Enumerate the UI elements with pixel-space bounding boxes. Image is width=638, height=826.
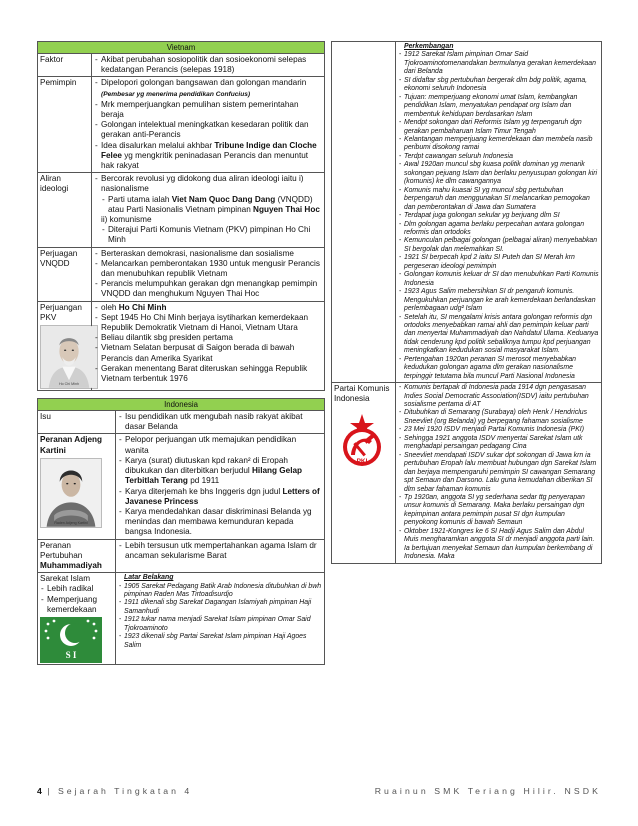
pkv-list — [92, 302, 324, 386]
list-item: - 1921 SI berpecah kpd 2 iaitu SI Puteh dan SI Merah krn pergeseran ideologi pemimpin — [398, 254, 599, 271]
list-item: - Dipelopori golongan bangsawan dan golongan mandarin (Pembesar yg menerima pendidikan Confucius) — [94, 78, 322, 99]
logo-text: PKI — [356, 457, 368, 465]
list-item: - Terdapat juga golongan sekular yg berjuang dlm SI — [398, 212, 599, 220]
list-item: - Karya (surat) diutuskan kpd rakan² di Eropah dibukukan dan diterbitkan berjudul Hilang Gelap Terbitlah Terang pd 1911 — [118, 456, 322, 487]
row-label-sarekat: Sarekat Islam — [40, 574, 91, 584]
list-item: - Oktober 1921-Kongres ke 6 SI Hadji Agus Salim dan Abdul Muis mengharamkan anggota SI dr menjadi anggota parti lain. Ia bertujuan menyekat Semaun dan kumpulan berkembang di Indonesia. Maka — [398, 528, 599, 562]
list-item: - Idea disalurkan melalui akhbar Tribune Indige dan Cloche Felee yg mengkritik peninadasan Perancis dan menuntut hak rakyat — [94, 141, 322, 172]
list-item: - Karya diterjemah ke bhs Inggeris dgn judul Letters of Javanese Princess — [118, 487, 322, 507]
list-subitem: - Diterajui Parti Komunis Vietnam (PKV) pimpinan Ho Chi Minh — [94, 225, 322, 245]
footer-subject: Sejarah Tingkatan 4 — [57, 786, 193, 796]
table-row — [38, 539, 325, 573]
table-row — [332, 383, 602, 564]
kartini-photo — [40, 458, 102, 528]
muhammadiyah-list — [116, 540, 324, 562]
left-column — [37, 41, 324, 665]
aliran-list — [92, 173, 324, 246]
list-item: - Tujuan: memperjuang ekonomi umat Islam, kembangkan pendidikan Islam, menyatukan pendapat org Islam dan membentuk kehidupan berdasarkan Islam — [398, 94, 599, 119]
sarekat-sub-list — [40, 584, 113, 615]
list-item: - Sept 1945 Ho Chi Minh berjaya isytiharkan kemerdekaan Republik Demokratik Vietnam di Hanoi, Vietnam Utara — [94, 313, 322, 333]
row-label-pki: Partai Komunis Indonesia — [334, 384, 390, 404]
sarekat-latar-list — [116, 573, 324, 651]
row-label-pkv: Perjuangan PKV — [40, 302, 82, 322]
list-item: - Bercorak revolusi yg didokong dua aliran ideologi iaitu i) nasionalisme — [94, 174, 322, 194]
list-item: - Sneevliet mendapati ISDV sukar dpt sokongan di Jawa krn ia pertubuhan Eropah lalu membuat hubungan dgn Sarekat Islam dan berjaya mempengaruhi pemimpin SI cawangan Semarang spt Semaun dan Darsono. Lalu guna kemudahan diberikan SI dlm sebar fahaman komunis — [398, 452, 599, 494]
row-label-isu: Isu — [38, 411, 116, 434]
list-item: - Berteraskan demokrasi, nasionalisme dan sosialisme — [94, 249, 322, 259]
list-item: - Awal 1920an muncul sbg kuasa politik dominan yg menarik sokongan pejuang Islam dan berlaku penyusupan golongan kiri (komunis) ke dlm cawangannya — [398, 161, 599, 186]
list-subitem: - Parti utama ialah Viet Nam Quoc Dang Dang (VNQDD) atau Parti Nasionalis Vietnam pimpinan Nguyen Thai Hoc — [94, 195, 322, 215]
list-item: - Lebih tersusun utk mempertahankan agama Islam dr ancaman sekularisme Barat — [118, 541, 322, 561]
pki-logo — [334, 411, 390, 471]
sarekat-islam-logo — [40, 617, 102, 663]
row-label-pemimpin: Pemimpin — [38, 77, 92, 173]
footer-author: Ruainun SMK Teriang Hilir. NSDK — [374, 786, 601, 796]
list-item: - Terdpt cawangan seluruh Indonesia — [398, 153, 599, 161]
list-item: - Golongan komunis keluar dr SI dan menubuhkan Parti Komunis Indonesia — [398, 271, 599, 288]
indonesia-table — [37, 398, 325, 665]
table-row — [38, 301, 325, 390]
vietnam-heading: Vietnam — [38, 42, 325, 54]
table-row — [38, 573, 325, 665]
list-item: - Golongan intelektual meningkatkan kesedaran politik dan gerakan anti-Perancis — [94, 120, 322, 140]
list-item: - 23 Mei 1920 ISDV menjadi Partai Komunis Indonesia (PKI) — [398, 426, 599, 434]
list-item: - Vietnam Selatan berpusat di Saigon berada di bawah Perancis dan Amerika Syarikat — [94, 343, 322, 363]
list-item: - Melancarkan pemberontakan 1930 untuk mengusir Perancis dan menubuhkan republik Vietnam — [94, 259, 322, 279]
list-item: - 1923 dikenali sbg Partai Sarekat Islam pimpinan Haji Agoes Salim — [118, 633, 322, 650]
logo-text: S I — [65, 649, 77, 660]
list-item: - Pertengahan 1920an peranan SI merosot menyebabkan kedudukan golongan agama dlm gerakan nasionalisme terpinggir tetutama bila muncul Parti Nasional Indonesia — [398, 356, 599, 381]
list-item: - 1923 Agus Salim mebersihkan SI dr pengaruh komunis. Mengukuhkan perjuangan ke arah kemerdekaan berlandaskan perlembagaan udg² Islam — [398, 288, 599, 313]
pki-list — [396, 383, 601, 563]
pemimpin-note: (Pembesar yg menerima pendidikan Confucius) — [101, 90, 251, 98]
list-item: - Beliau dilantik sbg presiden pertama — [94, 333, 322, 343]
list-item: - Karya mendedahkan dasar diskriminasi Belanda yg menindas dan membawa kemunduran kepada bangsa Indonesia. — [118, 507, 322, 538]
row-label-aliran: Aliran ideologi — [38, 173, 92, 247]
table-row — [332, 42, 602, 383]
kartini-list — [116, 434, 324, 538]
row-label-faktor: Faktor — [38, 54, 92, 77]
list-item: - SI didaftar sbg pertubuhan bergerak dlm bdg politik, agama, ekonomi seluruh Indonesia — [398, 77, 599, 94]
list-item: - Akibat perubahan sosiopolitik dan sosioekonomi selepas kedatangan Perancis (selepas 1918) — [94, 55, 322, 75]
row-label-muhammadiyah: Peranan Pertubuhan Muhammadiyah — [38, 539, 116, 573]
list-item: - Dlm golongan agama berlaku perpecahan antara golongan reformis dan ortodoks — [398, 221, 599, 238]
page-footer: 4 | Sejarah Tingkatan 4 Ruainun SMK Teriang Hilir. NSDK — [37, 786, 601, 796]
list-item: - 1905 Sarekat Pedagang Batik Arab Indonesia ditubuhkan di bwh pimpinan Raden Mas Tirtoadisurdjo — [118, 583, 322, 600]
isu-list — [116, 411, 324, 433]
table-row — [38, 77, 325, 173]
vnqdd-list — [92, 248, 324, 301]
list-item: - Ditubuhkan di Semarang (Surabaya) oleh Henk / Hendriclus Sneevliet (org Belanda) yg berpegang fahaman sosialisme — [398, 409, 599, 426]
table-row — [38, 411, 325, 434]
list-item: - Lebih radikal — [40, 584, 113, 594]
list-item: - Sehingga 1921 anggota ISDV menyertai Sarekat Islam utk menghadapi persaingan pedagang Cina — [398, 435, 599, 452]
perkembangan-title: Perkembangan — [404, 43, 454, 50]
list-item: - Kemunculan pelbagai golongan (pelbagai aliran) menyebabkan SI bergolak dan melemahkan SI. — [398, 237, 599, 254]
table-row — [38, 54, 325, 77]
list-item: ii) komunisme — [101, 215, 152, 225]
list-item: - 1912 Sarekat Islam pimpinan Omar Said Tjokroaminotomenandakan bermulanya gerakan kemerdekaan dari Belanda — [398, 51, 599, 76]
row-label-vnqdd: Perjuagan VNQDD — [38, 247, 92, 301]
latar-belakang-title: Latar Belakang — [124, 574, 174, 582]
vietnam-table — [37, 41, 325, 391]
indonesia-heading: Indonesia — [38, 399, 325, 411]
list-item: - Komunis mahu kuasai SI yg muncul sbg pertubuhan berpengaruh dan menggunakan SI melancarkan pemogokan dan pemberontakan di Jawa dan Sumatera — [398, 187, 599, 212]
table-row — [38, 173, 325, 247]
newspaper-names: Tribune Indige dan Cloche Felee — [101, 140, 317, 160]
list-item: - Isu pendidikan utk mengubah nasib rakyat akibat dasar Belanda — [118, 412, 322, 432]
list-item: - Pelopor perjuangan utk memajukan pendidikan wanita — [118, 435, 322, 455]
list-item: - Perancis melumpuhkan gerakan dgn menangkap pemimpin VNQDD dan menghukum Nguyen Thai Hoc — [94, 279, 322, 299]
pemimpin-list — [92, 77, 324, 172]
list-item: - oleh Ho Chi Minh — [94, 303, 322, 313]
list-item: - Komunis bertapak di Indonesia pada 1914 dgn pengasasan Indies Social Democratic Association(ISDV) iaitu pertubuhan sosialisme pertama di AT — [398, 384, 599, 409]
photo-caption: Raden Adjeng Kartini — [54, 520, 88, 525]
faktor-list — [92, 54, 324, 76]
list-item: - 1912 tukar nama menjadi Sarekat Islam pimpinan Omar Said Tjokroaminoto — [118, 616, 322, 633]
table-row — [38, 247, 325, 301]
ho-chi-minh-photo — [40, 325, 98, 389]
page-number: 4 — [37, 786, 42, 796]
photo-caption: Ho Chi Minh — [58, 382, 80, 387]
right-column — [331, 41, 601, 564]
perkembangan-list — [396, 42, 601, 382]
indonesia-continued-table — [331, 41, 602, 564]
row-label-kartini: Peranan Adjeng Kartini — [40, 435, 103, 455]
list-item: - 1911 dikenali sbg Sarekat Dagangan Islamiyah pimpinan Haji Samanhudi — [118, 599, 322, 616]
list-item: - Tp 1920an, anggota SI yg sederhana sedar ttg penyerapan unsur komunis di Semarang. Maka berlaku persaingan dgn kepimpinan antara pemimpin pusat SI dgn kumpulan penyokong komunis di bawah Semaun — [398, 494, 599, 528]
list-item: - Mrk memperjuangkan pemulihan sistem pemerintahan beraja — [94, 100, 322, 120]
list-item: - Setelah itu, SI mengalami krisis antara golongan reformis dgn ortodoks menyebabkan ramai ahli dan pemimpin keluar parti dan menyertai Muhammadiyah dan Nahdatul Ulama. Keduanya tidak cenderung kpd politik sebaliknya tumpu kpd perjuangan meningkatkan kedudukan sosial masyarakat Islam. — [398, 314, 599, 356]
list-item: - Kelantangan memperjuang kemerdekaan dan membela nasib peribumi disokong ramai — [398, 136, 599, 153]
table-row — [38, 434, 325, 539]
list-item: - Gerakan menentang Barat diteruskan sehingga Republik Vietnam terbentuk 1976 — [94, 364, 322, 384]
list-item: - Mendpt sokongan dari Reformis Islam yg terpengaruh dgn gerakan pembaharuan Islam Timur Tengah — [398, 119, 599, 136]
list-item: - Memperjuang kemerdekaan — [40, 595, 113, 615]
